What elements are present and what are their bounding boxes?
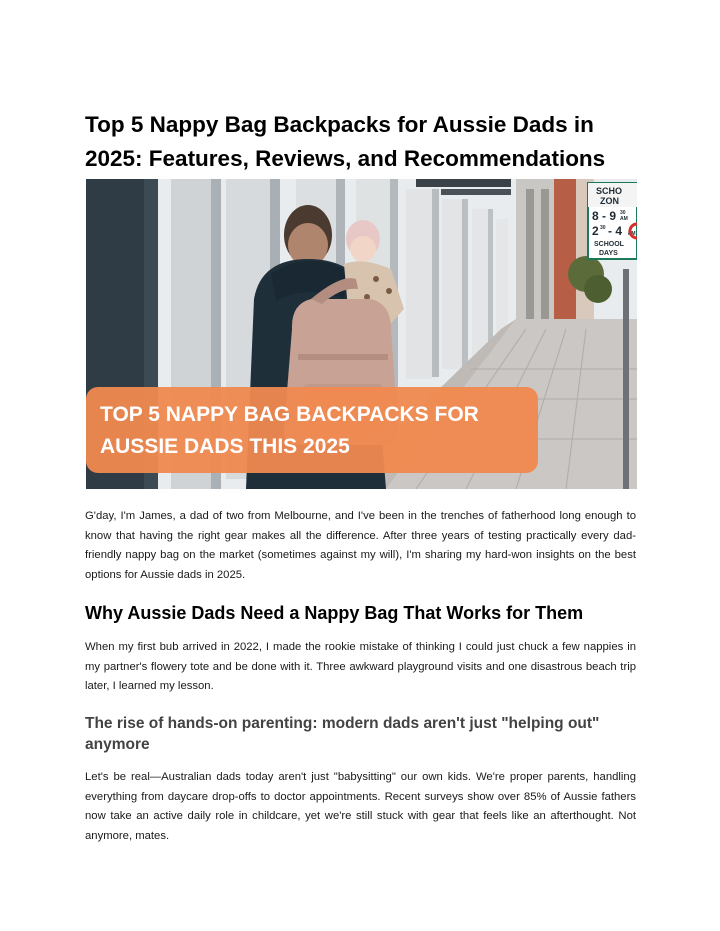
sign-hours-1-sup: 30 xyxy=(620,210,626,216)
sign-days-2: DAYS xyxy=(599,250,618,257)
section-heading-why-aussie-dads: Why Aussie Dads Need a Nappy Bag That Works for Them xyxy=(85,603,584,623)
article-title: Top 5 Nappy Bag Backpacks for Aussie Dads in 2025: Features, Reviews, and Recommendations xyxy=(85,112,606,171)
subsection-paragraph-lets-be-real: Let's be real—Australian dads today aren't just "babysitting" our own kids. We're proper parents, handling everything from daycare drop-offs to doctor appointments. Recent surveys show over 85% of Aussie fathers now take an active daily role in childcare, yet we're still stuck with gear that feels like an afterthought. Not anymore, mates. xyxy=(85,771,636,842)
section-paragraph-first-bub: When my first bub arrived in 2022, I made the rookie mistake of thinking I could just chuck a few nappies in my partner's flowery tote and be done with it. Three awkward playground visits and one disastrous beach trip later, I learned my lesson. xyxy=(85,641,636,693)
hero-banner-line-1: TOP 5 NAPPY BAG BACKPACKS FOR xyxy=(100,403,479,426)
hero-banner-line-2: AUSSIE DADS THIS 2025 xyxy=(100,435,350,458)
hero-image xyxy=(86,179,637,489)
sign-top-text: SCHO xyxy=(596,186,623,196)
sign-hours-2-rest: - 4 xyxy=(608,224,623,238)
intro-paragraph: G'day, I'm James, a dad of two from Melbourne, and I've been in the trenches of fatherhood long enough to know that having the right gear makes all the difference. After three years of testing practically every dad-friendly nappy bag on the market (sometimes against my will), I'm sharing my hard-won insights on the best options for Aussie dads in 2025. xyxy=(85,510,636,581)
subsection-heading-hands-on-parenting: The rise of hands-on parenting: modern dads aren't just "helping out" anymore xyxy=(85,715,600,753)
sign-days-1: SCHOOL xyxy=(594,241,624,248)
sign-hours-1-ampm: AM xyxy=(620,216,628,222)
sign-hours-2: 2 xyxy=(592,224,599,238)
sign-zone-text: ZON xyxy=(600,196,619,206)
sign-hours-1: 8 - 9 xyxy=(592,209,617,223)
sign-hours-2-sup: 30 xyxy=(600,225,606,231)
sign-hours-2-ampm: PM xyxy=(628,231,636,237)
